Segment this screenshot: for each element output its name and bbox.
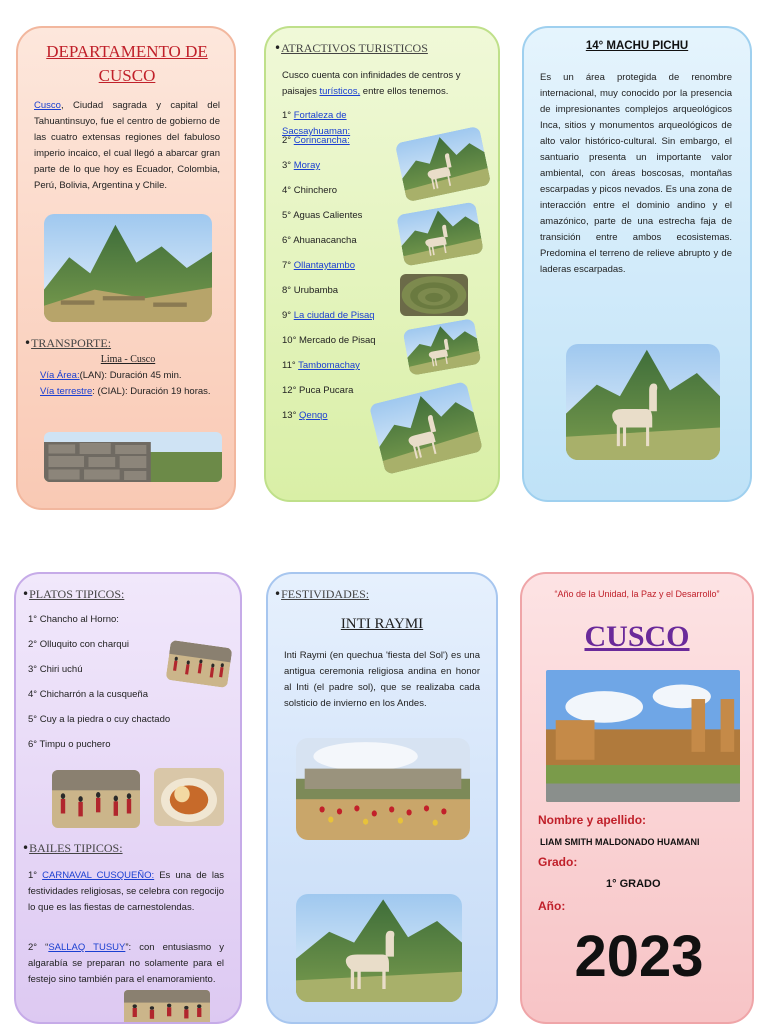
attractions-heading-text: ATRACTIVOS TURISTICOS xyxy=(281,41,428,55)
attraction-item[interactable] xyxy=(282,308,402,333)
attraction-item xyxy=(282,208,402,233)
attraction-number: 11° xyxy=(282,360,296,371)
land-route-text: : (CIAL): Duración 19 horas. xyxy=(92,386,211,397)
machu-pichu-llama-photo xyxy=(566,344,720,460)
bullet-icon: • xyxy=(274,41,282,55)
attractions-intro xyxy=(282,68,486,100)
transport-heading-text: TRANSPORTE: xyxy=(31,336,112,350)
attraction-item[interactable] xyxy=(282,133,402,158)
attraction-number: 9° xyxy=(282,310,292,321)
panel-typical-dishes xyxy=(14,572,242,1024)
attraction-item xyxy=(282,233,402,258)
turisticos-link[interactable]: turísticos, xyxy=(319,86,361,97)
transport-heading xyxy=(24,335,111,353)
cusco-plaza-photo xyxy=(546,670,740,802)
dance-2: 2° “SALLAQ TUSUY”: con entusiasmo y algarabía se preparan no solamente para el festejo sino también para el enamoramiento. xyxy=(28,942,224,985)
dishes-heading-text: PLATOS TIPICOS: xyxy=(29,587,125,601)
air-route-text: (LAN): Duración 45 min. xyxy=(79,370,182,381)
attraction-link[interactable]: Corincancha: xyxy=(293,135,350,146)
dance-text: : con entusiasmo y algarabía se preparan no solamente para el festejo sino también para el enamoramiento. xyxy=(28,942,224,985)
bullet-icon: • xyxy=(274,587,282,601)
attraction-name: Mercado de Pisaq xyxy=(299,335,376,346)
dance-text: Es una de las festividades religiosas, se celebra con regocijo lo que es las fiestas de carnestolendas. xyxy=(28,870,224,913)
attraction-number: 5° xyxy=(282,210,292,221)
attraction-item xyxy=(282,183,402,208)
festivities-heading xyxy=(274,586,369,604)
attraction-name: Ahuanacancha xyxy=(293,235,357,246)
attraction-item[interactable] xyxy=(282,108,402,137)
attraction-link[interactable]: Moray xyxy=(293,160,321,171)
attraction-number: 7° xyxy=(282,260,292,271)
air-route-link[interactable]: Vía Área: xyxy=(40,370,80,381)
panel-tourist-attractions xyxy=(264,26,500,502)
year-label: Año: xyxy=(538,899,566,913)
attraction-number: 6° xyxy=(282,235,292,246)
attraction-number: 3° xyxy=(282,160,292,171)
attraction-number: 12° xyxy=(282,385,297,396)
attraction-name: Aguas Calientes xyxy=(293,210,363,221)
attraction-number: 8° xyxy=(282,285,292,296)
panel-festivities xyxy=(266,572,498,1024)
sallaq-tusuy-link[interactable]: SALLAQ TUSUY xyxy=(48,942,126,953)
machu-pichu-body: Es un área protegida de renombre internacional, muy conocido por la presencia de impresionantes complejos arqueológicos Inca, sitios y monumentos arqueológicos de alto valor histórico-cultural. Sin embargo, el santuario presenta un importante valor ambiental, con áreas boscosas, montañas escarpadas y picos nevados. Es una zona de interacción entre el dominio andino y el amazónico, parte de una estrecha faja de transición entre ambos ecosistemas. Predomina el terreno de relieve abrupto y de laderas escarpadas. xyxy=(540,72,732,275)
inti-raymi-title: INTI RAYMI xyxy=(340,616,424,632)
attraction-link[interactable]: Ollantaytambo xyxy=(293,260,355,271)
bullet-icon: • xyxy=(24,336,32,350)
carnaval-cusqueno-link[interactable]: CARNAVAL CUSQUEÑO: xyxy=(42,870,155,881)
cusco-link[interactable]: Cusco xyxy=(34,100,61,111)
attractions-heading xyxy=(274,40,428,58)
inti-raymi-photo xyxy=(296,738,470,840)
dishes-list xyxy=(28,612,228,762)
dish-photo-1 xyxy=(166,640,233,688)
attraction-number: 4° xyxy=(282,185,292,196)
dances-heading xyxy=(22,840,123,858)
grade-value: 1° GRADO xyxy=(606,878,661,890)
machu-pichu-title: 14° MACHU PICHU xyxy=(585,40,689,52)
transport-land xyxy=(40,384,218,400)
dances-heading-text: BAILES TIPICOS: xyxy=(29,841,123,855)
llama-photo-2 xyxy=(396,201,484,266)
llama-photo-1 xyxy=(395,126,492,203)
panel-machu-pichu xyxy=(522,26,752,502)
attraction-number: 1° xyxy=(282,110,292,121)
attraction-link[interactable]: Fortaleza de Sacsayhuaman: xyxy=(282,110,351,137)
attraction-name: Chinchero xyxy=(293,185,338,196)
dish-item: 2° Olluquito con charqui xyxy=(28,639,129,650)
inti-raymi-body: Inti Raymi (en quechua 'fiesta del Sol') es una antigua ceremonia religiosa andina en honor al Inti (el padre sol), que se realizaba cada solsticio de invierno en los Andes. xyxy=(284,650,480,709)
sacsayhuaman-walls-photo xyxy=(44,432,222,482)
dance-photo xyxy=(124,990,210,1024)
dish-photo-3 xyxy=(154,768,224,826)
attraction-name: Urubamba xyxy=(293,285,339,296)
festivities-heading-text: FESTIVIDADES: xyxy=(281,587,370,601)
intro-text: , Ciudad sagrada y capital del Tahuantinsuyo, fue el centro de gobierno de las cuatro extensas regiones del fabuloso imperio incaico, el cual llegó a abarcar gran parte de lo que hoy es Ecuador, Colombia, Perú, Bolivia, Argentina y Chile. xyxy=(34,100,220,191)
intro-text-b: entre ellos tenemos. xyxy=(360,86,449,97)
machu-picchu-llama-photo xyxy=(296,894,462,1002)
dance-number: 2° xyxy=(28,942,38,953)
attraction-link[interactable]: Qenqo xyxy=(299,410,328,421)
dish-item: 4° Chicharrón a la cusqueña xyxy=(28,689,148,700)
name-value: LIAM SMITH MALDONADO HUAMANI xyxy=(540,837,700,847)
dish-item: 3° Chiri uchú xyxy=(28,664,83,675)
year-value: 2023 xyxy=(574,924,704,989)
dish-photo-2 xyxy=(52,770,140,828)
llama-photo-3 xyxy=(403,318,482,376)
attractions-list xyxy=(282,108,402,433)
attraction-item[interactable] xyxy=(282,358,402,383)
dance-1 xyxy=(28,868,224,916)
attraction-link[interactable]: La ciudad de Pisaq xyxy=(293,310,375,321)
grade-label: Grado: xyxy=(538,855,578,869)
attraction-link[interactable]: Tambomachay xyxy=(298,360,360,371)
panel-title: DEPARTAMENTO DE CUSCO xyxy=(46,42,208,85)
route-label: Lima - Cusco xyxy=(100,354,156,365)
attraction-name: Puca Pucara xyxy=(299,385,354,396)
dish-item: 5° Cuy a la piedra o cuy chactado xyxy=(28,714,171,725)
intro-text-a: Cusco cuenta con infinidades de centros y paisajes xyxy=(282,70,461,97)
bullet-icon: • xyxy=(22,587,30,601)
intro-paragraph xyxy=(34,98,220,194)
year-motto: “Año de la Unidad, la Paz y el Desarrollo” xyxy=(554,589,720,599)
transport-air xyxy=(40,368,220,384)
attraction-item xyxy=(282,283,402,308)
machu-picchu-photo xyxy=(44,214,212,322)
moray-terraces-photo xyxy=(400,274,468,316)
name-label: Nombre y apellido: xyxy=(538,813,647,827)
attraction-number: 10° xyxy=(282,335,297,346)
dish-item: 6° Timpu o puchero xyxy=(28,739,111,750)
bullet-icon: • xyxy=(22,841,30,855)
panel-cover xyxy=(520,572,754,1024)
dishes-heading xyxy=(22,586,124,604)
attraction-item xyxy=(282,333,402,358)
attraction-number: 13° xyxy=(282,410,297,421)
dance-number: 1° xyxy=(28,870,38,881)
attraction-item[interactable] xyxy=(282,158,402,183)
panel-cusco-department xyxy=(16,26,236,510)
land-route-link[interactable]: Vía terrestre xyxy=(40,386,93,397)
cover-title: CUSCO xyxy=(584,620,690,653)
dish-item: 1° Chancho al Horno: xyxy=(28,614,119,625)
attraction-number: 2° xyxy=(282,135,292,146)
attraction-item[interactable] xyxy=(282,258,402,283)
